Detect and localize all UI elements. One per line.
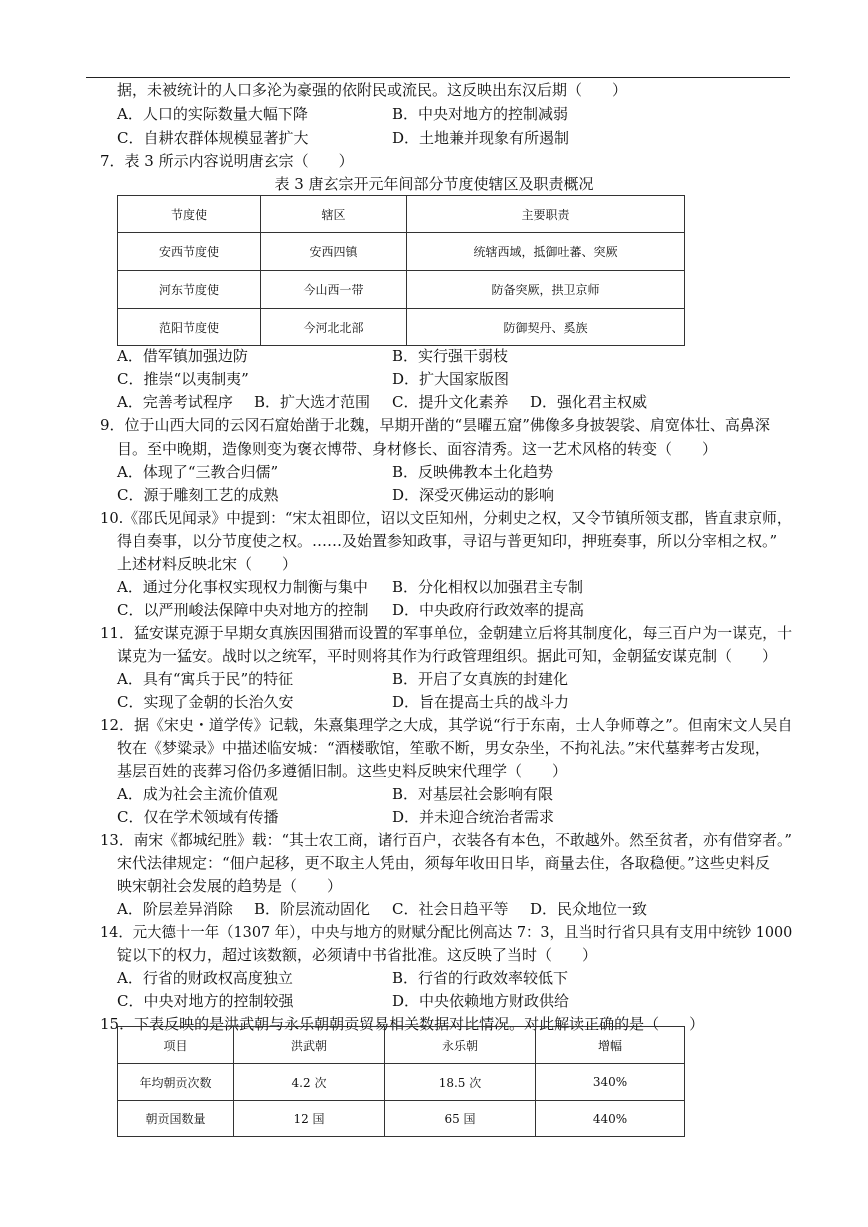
q11-option-c: C．实现了金朝的长治久安 — [117, 693, 294, 711]
table-row — [118, 1064, 685, 1101]
table-header-cell: 节度使 — [118, 196, 261, 233]
q12-option-d: D．并未迎合统治者需求 — [392, 808, 555, 826]
q6-option-d: D．土地兼并现象有所遏制 — [392, 129, 570, 147]
q13-option-b: B．阶层流动固化 — [254, 900, 371, 918]
table-row — [118, 1101, 685, 1137]
q14-stem-line1: 14．元大德十一年（1307 年），中央与地方的财赋分配比例高达 7：3，且当时行省只具有支用中统钞 1000 — [100, 923, 793, 941]
table-cell: 安西节度使 — [118, 233, 261, 271]
table-cell: 防备突厥，拱卫京师 — [407, 271, 685, 309]
q6-option-a: A．人口的实际数量大幅下降 — [117, 105, 308, 123]
table-cell: 今河北北部 — [261, 309, 407, 346]
q13-option-c: C．社会日趋平等 — [392, 900, 509, 918]
q11-option-b: B．开启了女真族的封建化 — [392, 670, 569, 688]
q8-option-c: C．提升文化素养 — [392, 393, 509, 411]
table-cell: 安西四镇 — [261, 233, 407, 271]
q15-stem: 15．下表反映的是洪武朝与永乐朝朝贡贸易相关数据对比情况。对此解读正确的是（ ） — [100, 1015, 705, 1033]
q9-option-d: D．深受灭佛运动的影响 — [392, 486, 555, 504]
q13-stem-line2: 宋代法律规定：“佃户起移，更不取主人凭由，须每年收田日毕，商量去住，各取稳便。”这些史料反 — [117, 854, 770, 872]
table-cell: 4.2 次 — [234, 1064, 385, 1101]
q10-option-b: B．分化相权以加强君主专制 — [392, 578, 584, 596]
q9-option-a: A．体现了“三教合归儒” — [117, 463, 279, 481]
q14-option-d: D．中央依赖地方财政供给 — [392, 992, 570, 1010]
q10-option-c: C．以严刑峻法保障中央对地方的控制 — [117, 601, 369, 619]
q14-stem-line2: 锭以下的权力，超过该数额，必须请中书省批准。这反映了当时（ ） — [117, 946, 598, 964]
q10-option-d: D．中央政府行政效率的提高 — [392, 601, 585, 619]
q10-option-a: A．通过分化事权实现权力制衡与集中 — [117, 578, 368, 596]
q6-stem-continuation: 据，未被统计的人口多沦为豪强的依附民或流民。这反映出东汉后期（ ） — [117, 81, 628, 99]
q6-option-b: B．中央对地方的控制减弱 — [392, 105, 569, 123]
table-header-cell: 辖区 — [261, 196, 407, 233]
q14-option-b: B．行省的行政效率较低下 — [392, 969, 569, 987]
q13-option-d: D．民众地位一致 — [530, 900, 648, 918]
q12-option-c: C．仅在学术领域有传播 — [117, 808, 279, 826]
q8-option-d: D．强化君主权威 — [530, 393, 648, 411]
q8-option-a: A．完善考试程序 — [117, 393, 233, 411]
q7-option-d: D．扩大国家版图 — [392, 370, 510, 388]
q9-stem-line2: 目。至中晚期，造像则变为褒衣博带、身材修长、面容清秀。这一艺术风格的转变（ ） — [117, 440, 718, 458]
table-cell: 65 国 — [385, 1101, 536, 1137]
table-cell: 河东节度使 — [118, 271, 261, 309]
q9-option-c: C．源于雕刻工艺的成熟 — [117, 486, 279, 504]
table-header-cell: 增幅 — [536, 1027, 685, 1064]
table-cell: 范阳节度使 — [118, 309, 261, 346]
table-row — [118, 271, 685, 309]
q11-stem-line1: 11．猛安谋克源于早期女真族因围猎而设置的军事单位，金朝建立后将其制度化，每三百户为一谋克，十 — [100, 624, 793, 642]
q10-stem-line2: 得自奏事，以分节度使之权。……及始置参知政事，寻诏与普更知印，押班奏事，所以分宰相之权。” — [117, 532, 778, 550]
table-header-cell: 永乐朝 — [385, 1027, 536, 1064]
q11-option-a: A．具有“寓兵于民”的特征 — [117, 670, 294, 688]
q14-option-a: A．行省的财政权高度独立 — [117, 969, 293, 987]
table-cell: 朝贡国数量 — [118, 1101, 234, 1137]
table-header-row — [118, 1027, 685, 1064]
table-row — [118, 233, 685, 271]
table-cell: 防御契丹、奚族 — [407, 309, 685, 346]
q7-option-b: B．实行强干弱枝 — [392, 347, 509, 365]
q13-stem-line1: 13．南宋《都城纪胜》载：“其士农工商，诸行百户，衣装各有本色，不敢越外。然至贫者，亦有借穿者。” — [100, 831, 792, 849]
q12-stem-line2: 牧在《梦粱录》中描述临安城：“酒楼歌馆，笙歌不断，男女杂坐，不拘礼法。”宋代墓葬考古发现， — [117, 739, 770, 757]
table-cell: 年均朝贡次数 — [118, 1064, 234, 1101]
table-header-row — [118, 196, 685, 233]
q9-option-b: B．反映佛教本土化趋势 — [392, 463, 554, 481]
q9-stem-line1: 9．位于山西大同的云冈石窟始凿于北魏，早期开凿的“昙曜五窟”佛像多身披袈裟、肩宽体壮、高鼻深 — [100, 416, 770, 434]
table-row — [118, 309, 685, 346]
q15-table — [117, 1026, 685, 1137]
table-cell: 18.5 次 — [385, 1064, 536, 1101]
q13-option-a: A．阶层差异消除 — [117, 900, 233, 918]
q12-option-b: B．对基层社会影响有限 — [392, 785, 554, 803]
q7-table — [117, 195, 685, 346]
q8-option-b: B．扩大选才范围 — [254, 393, 371, 411]
table-cell: 440% — [536, 1101, 685, 1137]
q12-stem-line3: 基层百姓的丧葬习俗仍多遵循旧制。这些史料反映宋代理学（ ） — [117, 762, 568, 780]
table-cell: 今山西一带 — [261, 271, 407, 309]
header-rule — [86, 77, 790, 78]
q6-option-c: C．自耕农群体规模显著扩大 — [117, 129, 309, 147]
q7-option-a: A．借军镇加强边防 — [117, 347, 248, 365]
q7-stem: 7．表 3 所示内容说明唐玄宗（ ） — [100, 152, 354, 170]
q12-stem-line1: 12．据《宋史・道学传》记载，朱熹集理学之大成，其学说“行于东南，士人争师尊之”。但南宋文人吴自 — [100, 716, 793, 734]
q7-option-c: C．推崇“以夷制夷” — [117, 370, 249, 388]
q14-option-c: C．中央对地方的控制较强 — [117, 992, 294, 1010]
q10-stem-line1: 10.《邵氏见闻录》中提到：“宋太祖即位，诏以文臣知州，分刺史之权，又令节镇所领支郡，皆直隶京师， — [100, 509, 792, 527]
q7-table-caption: 表 3 唐玄宗开元年间部分节度使辖区及职责概况 — [274, 175, 594, 193]
table-cell: 340% — [536, 1064, 685, 1101]
q12-option-a: A．成为社会主流价值观 — [117, 785, 278, 803]
table-header-cell: 项目 — [118, 1027, 234, 1064]
q10-stem-line3: 上述材料反映北宋（ ） — [117, 555, 298, 573]
q11-stem-line2: 谋克为一猛安。战时以之统军，平时则将其作为行政管理组织。据此可知，金朝猛安谋克制（ ） — [117, 647, 778, 665]
table-header-cell: 主要职责 — [407, 196, 685, 233]
q13-stem-line3: 映宋朝社会发展的趋势是（ ） — [117, 877, 343, 895]
q11-option-d: D．旨在提高士兵的战斗力 — [392, 693, 570, 711]
table-header-cell: 洪武朝 — [234, 1027, 385, 1064]
table-cell: 统辖西域，抵御吐蕃、突厥 — [407, 233, 685, 271]
table-cell: 12 国 — [234, 1101, 385, 1137]
